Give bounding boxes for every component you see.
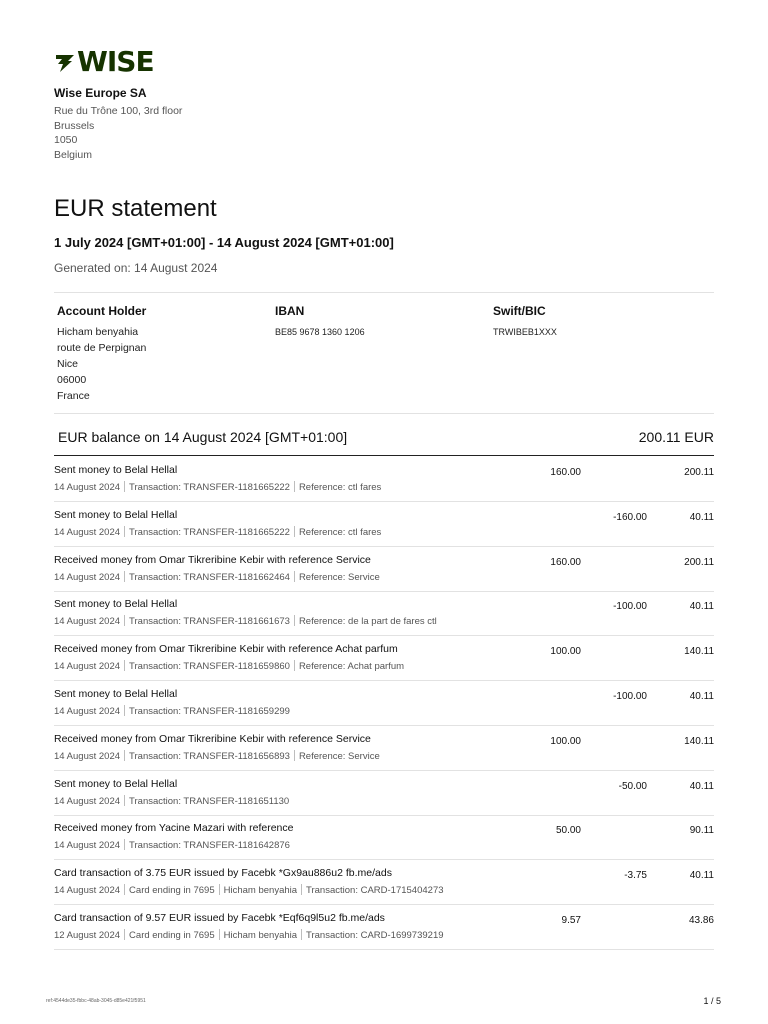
running-balance: 140.11 [684,646,714,658]
meta-separator [124,571,125,582]
account-holder-line: Nice [57,358,79,370]
transaction-row [54,860,714,905]
running-balance: 140.11 [684,735,714,747]
transaction-date: 14 August 2024 [54,706,121,717]
meta-separator [124,615,125,626]
transaction-row [54,681,714,726]
transaction-description: Received money from Yacine Mazari with reference [54,822,294,835]
transaction-detail: Transaction: TRANSFER-1181651130 [129,795,290,807]
meta-separator [294,571,295,582]
transaction-date: 14 August 2024 [54,526,121,538]
wise-logo [54,45,154,78]
transaction-detail: Reference: Service [298,571,380,583]
transaction-description: Received money from Omar Tikreribine Kebir with reference Service [54,553,371,566]
document-reference: ref:4544de35-fbbc-48ab-3045-d85e421f5951 [46,998,146,1004]
meta-separator [294,615,295,626]
page-number: 1 / 5 [703,996,721,1006]
transaction-detail: Transaction: TRANSFER-1181665222 [129,526,290,538]
transaction-description: Card transaction of 3.75 EUR issued by Facebk *Gx9au886u2 fb.me/ads [54,867,392,880]
transaction-row [54,771,714,816]
meta-separator [124,481,125,492]
transaction-date: 14 August 2024 [54,571,121,583]
transaction-description: Sent money to Belal Hellal [54,688,178,700]
transaction-detail: Transaction: TRANSFER-1181659860 [129,661,290,673]
transaction-description: Sent money to Belal Hellal [54,508,178,521]
account-holder-line: 06000 [57,374,87,386]
meta-separator [124,705,125,716]
transaction-meta [54,660,404,672]
transaction-detail: Transaction: TRANSFER-1181662464 [129,571,290,583]
iban-block [275,304,365,340]
transaction-date: 14 August 2024 [54,885,121,897]
transaction-description: Card transaction of 9.57 EUR issued by Facebk *Eqf6q9l5u2 fb.me/ads [54,912,385,924]
amount-in: 100.00 [550,735,581,747]
amount-in: 160.00 [550,556,581,568]
transaction-detail: Reference: ctl fares [298,526,382,538]
transaction-meta [54,929,444,941]
transaction-meta [54,705,290,717]
divider [54,292,714,293]
transaction-detail: Reference: ctl fares [298,482,382,493]
amount-out: -50.00 [618,780,647,792]
transaction-row [54,457,714,502]
iban-label: IBAN [275,304,305,318]
transaction-meta [54,839,290,851]
transaction-row [54,815,714,860]
meta-separator [124,526,125,537]
transaction-detail: Transaction: TRANSFER-1181659299 [129,706,290,717]
meta-separator [301,884,302,895]
company-address-line: Belgium [54,148,92,161]
running-balance: 90.11 [689,825,714,837]
transaction-description: Sent money to Belal Hellal [54,598,178,611]
account-holder-block [57,304,146,404]
transaction-detail: Transaction: TRANSFER-1181661673 [129,616,290,628]
running-balance: 200.11 [684,467,714,478]
transaction-meta [54,884,444,896]
transaction-detail: Transaction: TRANSFER-1181665222 [129,482,290,493]
transaction-row [54,636,714,681]
amount-in: 9.57 [561,915,581,926]
balance-title: EUR balance on 14 August 2024 [GMT+01:00] [58,429,348,445]
transaction-date: 12 August 2024 [54,930,121,941]
transaction-row [54,547,714,592]
company-address-line: Rue du Trône 100, 3rd floor [54,105,183,117]
transaction-meta [54,795,289,807]
transaction-description: Sent money to Belal Hellal [54,464,178,476]
amount-out: -160.00 [613,511,647,523]
generated-date: Generated on: 14 August 2024 [54,261,218,275]
amount-out: -100.00 [613,601,647,613]
account-holder-line: route de Perpignan [57,342,147,354]
balance-rule [54,455,714,456]
account-holder-line: Hicham benyahia [57,326,139,338]
transaction-detail: Transaction: CARD-1715404273 [306,885,444,897]
transaction-date: 14 August 2024 [54,795,121,807]
statement-period: 1 July 2024 [GMT+01:00] - 14 August 2024 [GMT+01:00] [54,235,394,250]
running-balance: 40.11 [689,691,714,702]
meta-separator [294,660,295,671]
transaction-date: 14 August 2024 [54,661,121,673]
transaction-detail: Transaction: TRANSFER-1181642876 [129,840,290,852]
transaction-detail: Transaction: CARD-1699739219 [306,930,444,941]
meta-separator [124,795,125,806]
transaction-detail: Reference: Service [298,750,380,762]
swift-value: TRWIBEB1XXX [493,327,557,337]
transaction-detail: Reference: Achat parfum [298,661,405,673]
meta-separator [124,839,125,850]
wise-wordmark: WISE [77,45,154,78]
transaction-date: 14 August 2024 [54,482,121,493]
balance-amount: 200.11 EUR [638,429,714,445]
statement-title: EUR statement [54,195,217,222]
wise-flag-icon [54,50,76,74]
meta-separator [124,750,125,761]
meta-separator [301,929,302,940]
meta-separator [124,660,125,671]
transaction-row [54,591,714,636]
transaction-date: 14 August 2024 [54,616,121,628]
divider [54,413,714,414]
company-address-line: 1050 [54,134,78,146]
meta-separator [219,884,220,895]
transaction-meta [54,526,381,538]
running-balance: 200.11 [684,556,714,568]
transaction-detail: Card ending in 7695 [129,885,215,897]
running-balance: 40.11 [689,601,714,613]
transaction-detail: Card ending in 7695 [129,930,215,941]
amount-in: 100.00 [550,646,581,658]
company-block [54,86,182,162]
transaction-description: Received money from Omar Tikreribine Kebir with reference Achat parfum [54,643,398,656]
meta-separator [124,929,125,940]
running-balance: 43.86 [688,915,714,926]
amount-out: -100.00 [613,691,647,702]
meta-separator [124,884,125,895]
transaction-detail: Hicham benyahia [223,885,298,897]
amount-in: 160.00 [550,467,581,478]
transaction-date: 14 August 2024 [54,750,121,762]
running-balance: 40.11 [689,780,714,792]
company-name: Wise Europe SA [54,86,147,100]
account-holder-label: Account Holder [57,304,147,318]
swift-label: Swift/BIC [493,304,546,318]
running-balance: 40.11 [689,870,714,882]
meta-separator [294,750,295,761]
meta-separator [294,481,295,492]
transaction-row [54,905,714,950]
transaction-meta [54,571,380,583]
transaction-date: 14 August 2024 [54,840,121,852]
meta-separator [294,526,295,537]
transaction-detail: Transaction: TRANSFER-1181656893 [129,750,290,762]
transaction-meta [54,481,381,493]
transaction-meta [54,750,380,762]
transaction-row [54,726,714,771]
amount-out: -3.75 [624,870,647,882]
swift-block [493,304,557,340]
transaction-detail: Reference: de la part de fares ctl [298,616,437,628]
iban-value: BE85 9678 1360 1206 [275,327,365,337]
transaction-row [54,502,714,547]
transaction-description: Received money from Omar Tikreribine Kebir with reference Service [54,732,371,745]
transaction-detail: Hicham benyahia [223,930,298,941]
account-holder-line: France [57,390,90,402]
running-balance: 40.11 [689,511,714,523]
transaction-meta [54,615,437,627]
company-address-line: Brussels [54,119,95,132]
meta-separator [219,929,220,940]
amount-in: 50.00 [555,825,581,837]
transaction-description: Sent money to Belal Hellal [54,777,178,790]
